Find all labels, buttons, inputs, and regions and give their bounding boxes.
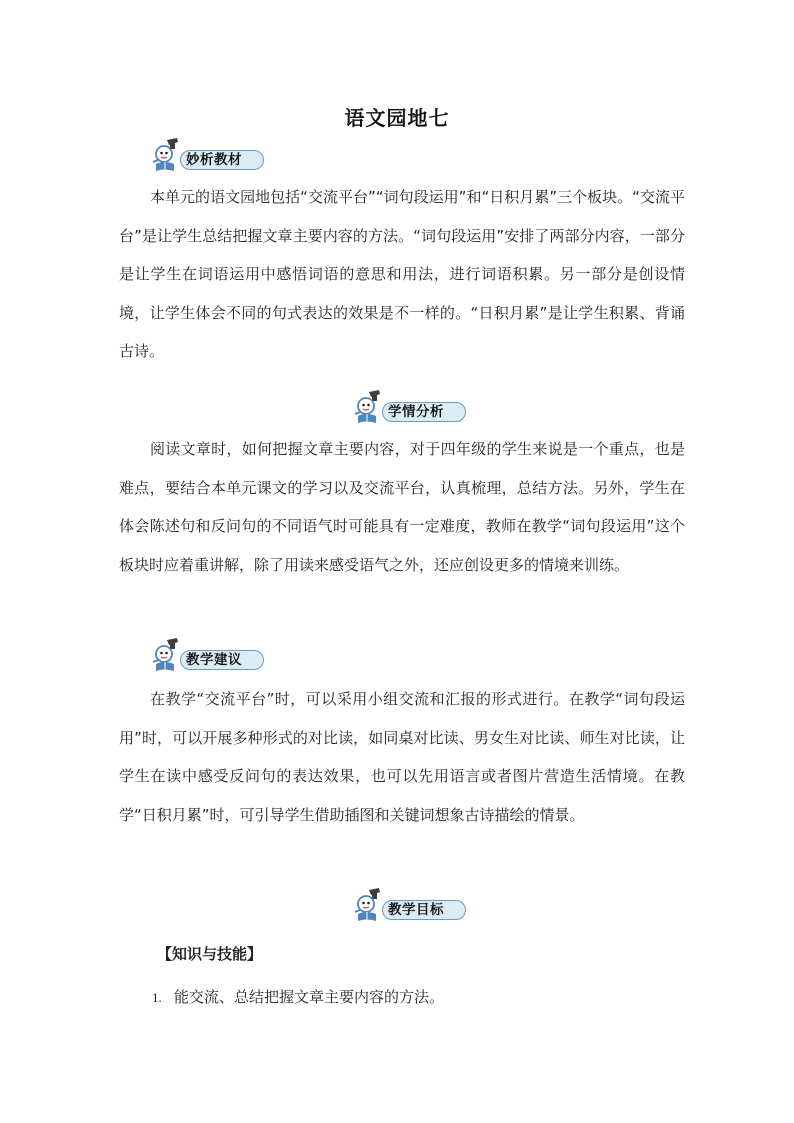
section-paragraph: 阅读文章时，如何把握文章主要内容，对于四年级的学生来说是一个重点，也是难点，要结合本单元课文的学习以及交流平台，认真梳理，总结方法。另外，学生在体会陈述句和反问句的不同语气时可能具有一定难度，教师在教学“词句段运用”这个板块时应着重讲解，除了用读来感受语气之外，还应创设更多的情境来训练。 (119, 440, 685, 574)
section-paragraph: 在教学“交流平台”时，可以采用小组交流和汇报的形式进行。在教学“词句段运用”时，可以开展多种形式的对比读，如同桌对比读、男女生对比读、师生对比读，让学生在读中感受反问句的表达效果，也可以先用语言或者图片营造生活情境。在教学“日积月累”时，可引导学生借助插图和关键词想象古诗描绘的情景。 (119, 690, 685, 824)
section-heading: 妙析教材 (186, 152, 242, 168)
list-item-text: 能交流、总结把握文章主要内容的方法。 (174, 988, 445, 1006)
section-heading: 教学建议 (186, 652, 242, 668)
subheading-knowledge-skills: 【知识与技能】 (157, 945, 263, 963)
section-header-2 (352, 390, 472, 426)
section-paragraph: 本单元的语文园地包括“交流平台”“词句段运用”和“日积月累”三个板块。“交流平台”是让学生总结把握文章主要内容的方法。“词句段运用”安排了两部分内容，一部分是让学生在词语运用中感悟词语的意思和用法，进行词语积累。另一部分是创设情境，让学生体会不同的句式表达的效果是不一样的。“日积月累”是让学生积累、背诵古诗。 (119, 188, 685, 360)
list-item-number: 1. (152, 990, 162, 1005)
section-heading: 教学目标 (388, 902, 444, 918)
section-heading: 学情分析 (388, 404, 444, 420)
list-item (152, 985, 444, 1010)
section-header-3 (150, 638, 270, 674)
section-header-1 (150, 138, 270, 174)
page-title: 语文园地七 (344, 106, 450, 130)
section-header-4 (352, 888, 472, 924)
